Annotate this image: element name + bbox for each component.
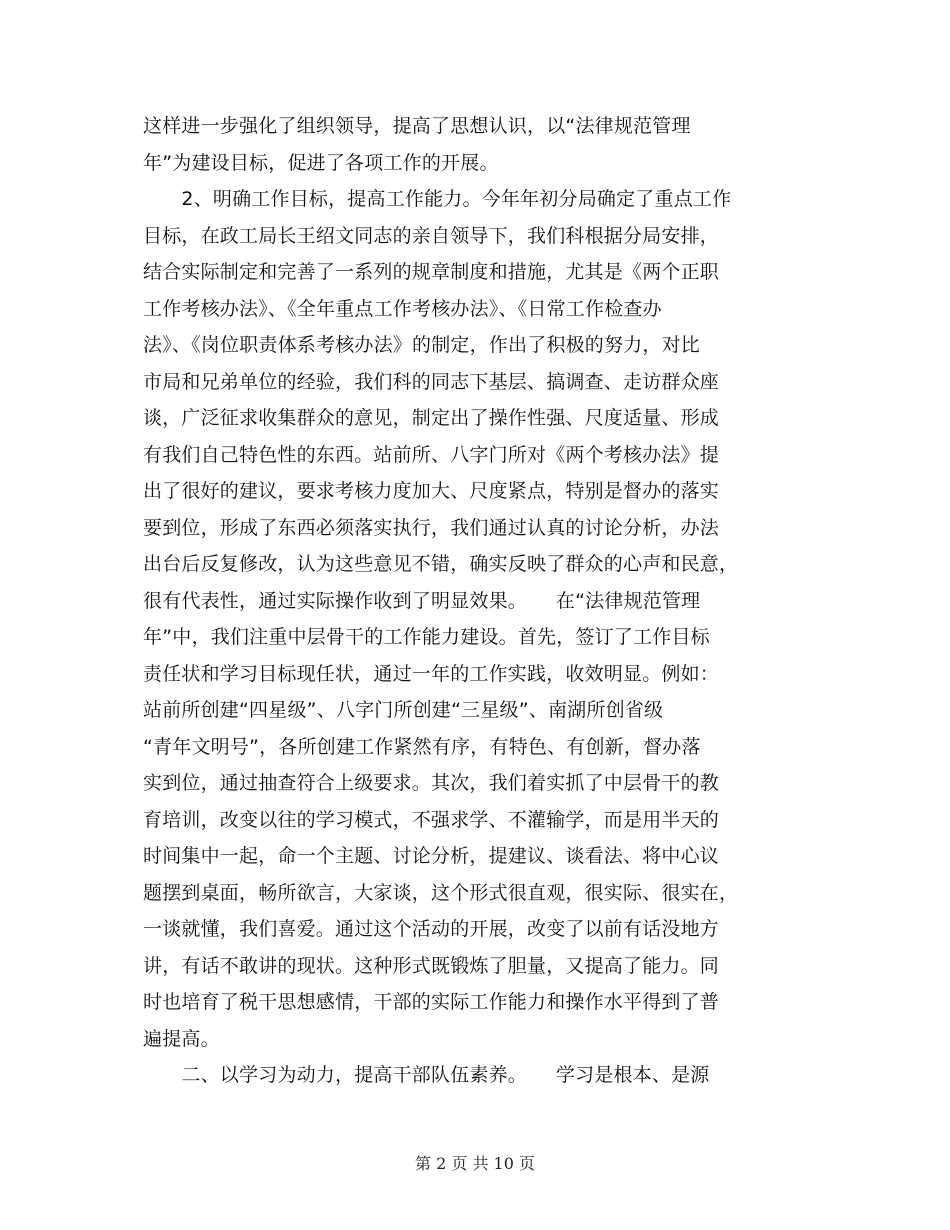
text-line: 这样进一步强化了组织领导，提高了思想认识，以“法律规范管理 — [143, 115, 691, 137]
text-line: “青年文明号”，各所创建工作紧然有序，有特色、有创新，督办落 — [143, 735, 701, 758]
text-line: 年”中，我们注重中层骨干的工作能力建设。首先，签订了工作目标 — [143, 626, 710, 648]
text-line: 出了很好的建议，要求考核力度加大、尺度紧点，特别是督办的落实 — [143, 480, 720, 502]
text-line: 很有代表性，通过实际操作收到了明显效果。 在“法律规范管理 — [143, 589, 701, 612]
text-line: 要到位，形成了东西必须落实执行，我们通过认真的讨论分析，办法 — [143, 516, 720, 539]
text-line: 实到位，通过抽查符合上级要求。其次，我们着实抓了中层骨干的教 — [143, 772, 720, 794]
text-line: 责任状和学习目标现任状，通过一年的工作实践，收效明显。例如： — [143, 662, 720, 685]
text-line: 育培训，改变以往的学习模式，不强求学、不灌输学，而是用半天的 — [143, 808, 720, 831]
text-line: 谈，广泛征求收集群众的意见，制定出了操作性强、尺度适量、形成 — [143, 407, 720, 429]
text-line: 二、以学习为动力，提高干部队伍素养。 学习是根本、是源 — [143, 1064, 710, 1086]
text-line: 2、明确工作目标，提高工作能力。今年年初分局确定了重点工作 — [143, 188, 732, 210]
page-number-footer: 第 2 页 共 10 页 — [415, 1154, 535, 1173]
text-line: 一谈就懂，我们喜爱。通过这个活动的开展，改变了以前有话没地方 — [143, 918, 720, 940]
text-line: 目标，在政工局长王绍文同志的亲自领导下，我们科根据分局安排， — [143, 224, 720, 247]
text-line: 时间集中一起，命一个主题、讨论分析，提建议、谈看法、将中心议 — [143, 845, 720, 867]
text-line: 出台后反复修改，认为这些意见不错，确实反映了群众的心声和民意， — [143, 553, 739, 575]
text-line: 站前所创建“四星级”、八字门所创建“三星级”、南湖所创省级 — [143, 699, 664, 721]
text-line: 工作考核办法》、《全年重点工作考核办法》、《日常工作检查办 — [143, 297, 662, 320]
text-line: 题摆到桌面，畅所欲言，大家谈，这个形式很直观，很实际、很实在， — [143, 881, 739, 904]
text-line: 遍提高。 — [143, 1027, 220, 1050]
text-line: 市局和兄弟单位的经验，我们科的同志下基层、搞调查、走访群众座 — [143, 370, 720, 393]
text-line: 有我们自己特色性的东西。站前所、八字门所对《两个考核办法》提 — [143, 443, 720, 466]
body-text — [143, 108, 808, 1094]
text-line: 时也培育了税干思想感情，干部的实际工作能力和操作水平得到了普 — [143, 991, 720, 1013]
text-line: 法》、《岗位职责体系考核办法》的制定，作出了积极的努力，对比 — [143, 334, 701, 356]
text-line: 年”为建设目标，促进了各项工作的开展。 — [143, 151, 499, 174]
text-line: 结合实际制定和完善了一系列的规章制度和措施，尤其是《两个正职 — [143, 261, 720, 283]
text-line: 讲，有话不敢讲的现状。这种形式既锻炼了胆量，又提高了能力。同 — [143, 954, 720, 977]
